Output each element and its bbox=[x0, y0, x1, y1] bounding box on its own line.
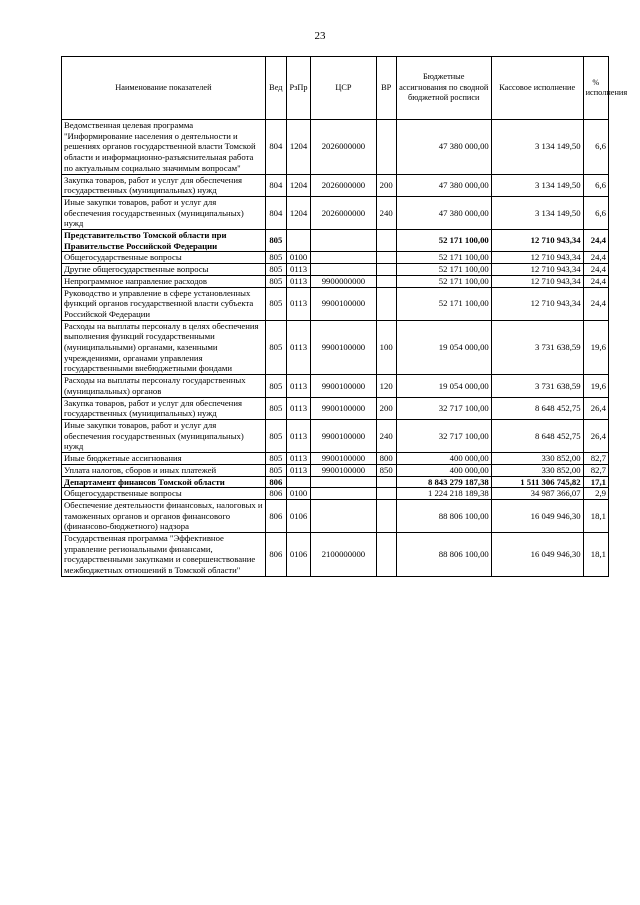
cell-budget: 52 171 100,00 bbox=[396, 252, 491, 264]
cell-budget: 52 171 100,00 bbox=[396, 230, 491, 252]
cell-name: Представительство Томской области при Правительстве Российской Федерации bbox=[62, 230, 266, 252]
cell-cash: 3 731 638,59 bbox=[491, 320, 583, 375]
cell-pct: 24,4 bbox=[583, 275, 608, 287]
cell-name: Иные закупки товаров, работ и услуг для обеспечения государственных (муниципальных) нужд bbox=[62, 196, 266, 229]
cell-ved: 804 bbox=[265, 196, 286, 229]
table-row bbox=[62, 453, 609, 465]
cell-pct: 24,4 bbox=[583, 287, 608, 320]
header-rzpr: РзПр bbox=[286, 57, 310, 120]
cell-cash: 330 852,00 bbox=[491, 464, 583, 476]
cell-budget: 47 380 000,00 bbox=[396, 174, 491, 196]
cell-pct: 6,6 bbox=[583, 120, 608, 175]
cell-csr bbox=[311, 230, 376, 252]
cell-pct: 24,4 bbox=[583, 264, 608, 276]
cell-csr bbox=[311, 476, 376, 488]
cell-rzpr: 0100 bbox=[286, 252, 310, 264]
cell-name: Иные закупки товаров, работ и услуг для обеспечения государственных (муниципальных) нужд bbox=[62, 419, 266, 452]
cell-csr: 2026000000 bbox=[311, 196, 376, 229]
table-row bbox=[62, 488, 609, 500]
cell-vr: 800 bbox=[376, 453, 396, 465]
header-csr: ЦСР bbox=[311, 57, 376, 120]
cell-name: Закупка товаров, работ и услуг для обеспечения государственных (муниципальных) нужд bbox=[62, 397, 266, 419]
cell-csr: 9900100000 bbox=[311, 320, 376, 375]
cell-cash: 12 710 943,34 bbox=[491, 252, 583, 264]
cell-vr: 100 bbox=[376, 320, 396, 375]
cell-csr: 9900100000 bbox=[311, 464, 376, 476]
cell-budget: 8 843 279 187,38 bbox=[396, 476, 491, 488]
cell-name: Ведомственная целевая программа "Информирование населения о деятельности и решениях органов государственной власти Томской области и информационно-разъяснительная работа по актуальным социально значимым вопросам" bbox=[62, 120, 266, 175]
table-header-row bbox=[62, 57, 609, 120]
cell-rzpr: 0100 bbox=[286, 488, 310, 500]
cell-csr: 9900000000 bbox=[311, 275, 376, 287]
cell-cash: 1 511 306 745,82 bbox=[491, 476, 583, 488]
cell-ved: 805 bbox=[265, 375, 286, 397]
cell-vr bbox=[376, 120, 396, 175]
cell-ved: 805 bbox=[265, 320, 286, 375]
table-row bbox=[62, 264, 609, 276]
cell-rzpr: 0113 bbox=[286, 397, 310, 419]
cell-rzpr: 0113 bbox=[286, 275, 310, 287]
cell-budget: 19 054 000,00 bbox=[396, 375, 491, 397]
cell-rzpr: 0113 bbox=[286, 419, 310, 452]
cell-rzpr: 0113 bbox=[286, 375, 310, 397]
cell-name: Уплата налогов, сборов и иных платежей bbox=[62, 464, 266, 476]
cell-csr: 9900100000 bbox=[311, 419, 376, 452]
cell-cash: 3 731 638,59 bbox=[491, 375, 583, 397]
cell-vr bbox=[376, 499, 396, 532]
cell-budget: 47 380 000,00 bbox=[396, 120, 491, 175]
table-row bbox=[62, 476, 609, 488]
cell-cash: 12 710 943,34 bbox=[491, 275, 583, 287]
cell-rzpr: 1204 bbox=[286, 196, 310, 229]
cell-csr bbox=[311, 264, 376, 276]
cell-pct: 24,4 bbox=[583, 252, 608, 264]
cell-vr bbox=[376, 275, 396, 287]
cell-budget: 52 171 100,00 bbox=[396, 287, 491, 320]
cell-csr: 9900100000 bbox=[311, 375, 376, 397]
cell-name: Общегосударственные вопросы bbox=[62, 252, 266, 264]
cell-name: Обеспечение деятельности финансовых, налоговых и таможенных органов и органов финансового (финансово-бюджетного) надзора bbox=[62, 499, 266, 532]
cell-name: Общегосударственные вопросы bbox=[62, 488, 266, 500]
page-number: 23 bbox=[314, 30, 326, 42]
cell-pct: 17,1 bbox=[583, 476, 608, 488]
header-budget: Бюджетные ассигнования по сводной бюджетной росписи bbox=[396, 57, 491, 120]
table-row bbox=[62, 499, 609, 532]
cell-rzpr: 1204 bbox=[286, 120, 310, 175]
cell-csr: 2026000000 bbox=[311, 174, 376, 196]
cell-csr: 2100000000 bbox=[311, 533, 376, 577]
table-row bbox=[62, 397, 609, 419]
cell-vr bbox=[376, 533, 396, 577]
cell-rzpr: 0113 bbox=[286, 287, 310, 320]
cell-rzpr bbox=[286, 230, 310, 252]
cell-cash: 12 710 943,34 bbox=[491, 264, 583, 276]
cell-csr: 9900100000 bbox=[311, 397, 376, 419]
table-body bbox=[62, 120, 609, 577]
cell-cash: 3 134 149,50 bbox=[491, 120, 583, 175]
cell-budget: 32 717 100,00 bbox=[396, 397, 491, 419]
table-row bbox=[62, 275, 609, 287]
cell-vr bbox=[376, 230, 396, 252]
cell-name: Расходы на выплаты персоналу государственных (муниципальных) органов bbox=[62, 375, 266, 397]
cell-budget: 1 224 218 189,38 bbox=[396, 488, 491, 500]
cell-rzpr: 0113 bbox=[286, 453, 310, 465]
cell-pct: 18,1 bbox=[583, 533, 608, 577]
cell-ved: 804 bbox=[265, 174, 286, 196]
table-row bbox=[62, 375, 609, 397]
cell-cash: 8 648 452,75 bbox=[491, 397, 583, 419]
cell-ved: 805 bbox=[265, 230, 286, 252]
cell-cash: 34 987 366,07 bbox=[491, 488, 583, 500]
cell-csr bbox=[311, 499, 376, 532]
cell-pct: 82,7 bbox=[583, 464, 608, 476]
cell-budget: 400 000,00 bbox=[396, 464, 491, 476]
cell-ved: 805 bbox=[265, 252, 286, 264]
cell-vr: 120 bbox=[376, 375, 396, 397]
cell-budget: 47 380 000,00 bbox=[396, 196, 491, 229]
table-row bbox=[62, 419, 609, 452]
cell-csr: 9900100000 bbox=[311, 453, 376, 465]
cell-vr bbox=[376, 264, 396, 276]
table-row bbox=[62, 174, 609, 196]
cell-pct: 19,6 bbox=[583, 375, 608, 397]
table-row bbox=[62, 533, 609, 577]
cell-rzpr bbox=[286, 476, 310, 488]
header-cash: Кассовое исполнение bbox=[491, 57, 583, 120]
cell-pct: 2,9 bbox=[583, 488, 608, 500]
header-pct: % исполнения bbox=[583, 57, 608, 120]
cell-cash: 8 648 452,75 bbox=[491, 419, 583, 452]
cell-rzpr: 0113 bbox=[286, 264, 310, 276]
cell-ved: 804 bbox=[265, 120, 286, 175]
cell-name: Иные бюджетные ассигнования bbox=[62, 453, 266, 465]
cell-rzpr: 0106 bbox=[286, 533, 310, 577]
table-row bbox=[62, 120, 609, 175]
cell-budget: 52 171 100,00 bbox=[396, 264, 491, 276]
table-row bbox=[62, 287, 609, 320]
cell-vr: 240 bbox=[376, 196, 396, 229]
cell-pct: 6,6 bbox=[583, 174, 608, 196]
cell-cash: 3 134 149,50 bbox=[491, 196, 583, 229]
cell-ved: 806 bbox=[265, 476, 286, 488]
cell-name: Расходы на выплаты персоналу в целях обеспечения выполнения функций государственными (муниципальными) органами, казенными учреждениями, органами управления государственными внебюджетными фондами bbox=[62, 320, 266, 375]
header-vr: ВР bbox=[376, 57, 396, 120]
cell-cash: 3 134 149,50 bbox=[491, 174, 583, 196]
cell-cash: 330 852,00 bbox=[491, 453, 583, 465]
cell-pct: 24,4 bbox=[583, 230, 608, 252]
cell-budget: 88 806 100,00 bbox=[396, 533, 491, 577]
cell-ved: 806 bbox=[265, 499, 286, 532]
cell-vr: 240 bbox=[376, 419, 396, 452]
cell-ved: 805 bbox=[265, 275, 286, 287]
cell-vr bbox=[376, 476, 396, 488]
cell-vr: 200 bbox=[376, 397, 396, 419]
cell-pct: 18,1 bbox=[583, 499, 608, 532]
cell-pct: 6,6 bbox=[583, 196, 608, 229]
cell-rzpr: 0113 bbox=[286, 320, 310, 375]
cell-budget: 32 717 100,00 bbox=[396, 419, 491, 452]
cell-name: Руководство и управление в сфере установленных функций органов государственной власти субъекта Российской Федерации bbox=[62, 287, 266, 320]
cell-name: Другие общегосударственные вопросы bbox=[62, 264, 266, 276]
cell-ved: 805 bbox=[265, 453, 286, 465]
table-row bbox=[62, 464, 609, 476]
cell-pct: 19,6 bbox=[583, 320, 608, 375]
cell-budget: 52 171 100,00 bbox=[396, 275, 491, 287]
cell-name: Департамент финансов Томской области bbox=[62, 476, 266, 488]
cell-cash: 12 710 943,34 bbox=[491, 230, 583, 252]
cell-vr bbox=[376, 287, 396, 320]
header-name: Наименование показателей bbox=[62, 57, 266, 120]
cell-ved: 806 bbox=[265, 488, 286, 500]
table-row bbox=[62, 230, 609, 252]
table-row bbox=[62, 252, 609, 264]
table-row bbox=[62, 320, 609, 375]
cell-vr bbox=[376, 252, 396, 264]
cell-budget: 88 806 100,00 bbox=[396, 499, 491, 532]
cell-ved: 805 bbox=[265, 287, 286, 320]
cell-rzpr: 0113 bbox=[286, 464, 310, 476]
cell-budget: 19 054 000,00 bbox=[396, 320, 491, 375]
cell-name: Непрограммное направление расходов bbox=[62, 275, 266, 287]
cell-csr: 9900100000 bbox=[311, 287, 376, 320]
cell-rzpr: 1204 bbox=[286, 174, 310, 196]
cell-pct: 26,4 bbox=[583, 397, 608, 419]
cell-vr bbox=[376, 488, 396, 500]
cell-csr bbox=[311, 252, 376, 264]
cell-pct: 82,7 bbox=[583, 453, 608, 465]
cell-cash: 16 049 946,30 bbox=[491, 499, 583, 532]
cell-vr: 850 bbox=[376, 464, 396, 476]
table-row bbox=[62, 196, 609, 229]
cell-pct: 26,4 bbox=[583, 419, 608, 452]
cell-vr: 200 bbox=[376, 174, 396, 196]
cell-name: Государственная программа "Эффективное управление региональными финансами, государственными закупками и совершенствование межбюджетных отношений в Томской области" bbox=[62, 533, 266, 577]
cell-name: Закупка товаров, работ и услуг для обеспечения государственных (муниципальных) нужд bbox=[62, 174, 266, 196]
cell-ved: 806 bbox=[265, 533, 286, 577]
budget-table bbox=[61, 56, 628, 577]
cell-csr bbox=[311, 488, 376, 500]
cell-cash: 12 710 943,34 bbox=[491, 287, 583, 320]
cell-ved: 805 bbox=[265, 397, 286, 419]
cell-ved: 805 bbox=[265, 264, 286, 276]
cell-ved: 805 bbox=[265, 464, 286, 476]
cell-cash: 16 049 946,30 bbox=[491, 533, 583, 577]
cell-csr: 2026000000 bbox=[311, 120, 376, 175]
cell-ved: 805 bbox=[265, 419, 286, 452]
header-ved: Вед bbox=[265, 57, 286, 120]
cell-budget: 400 000,00 bbox=[396, 453, 491, 465]
cell-rzpr: 0106 bbox=[286, 499, 310, 532]
